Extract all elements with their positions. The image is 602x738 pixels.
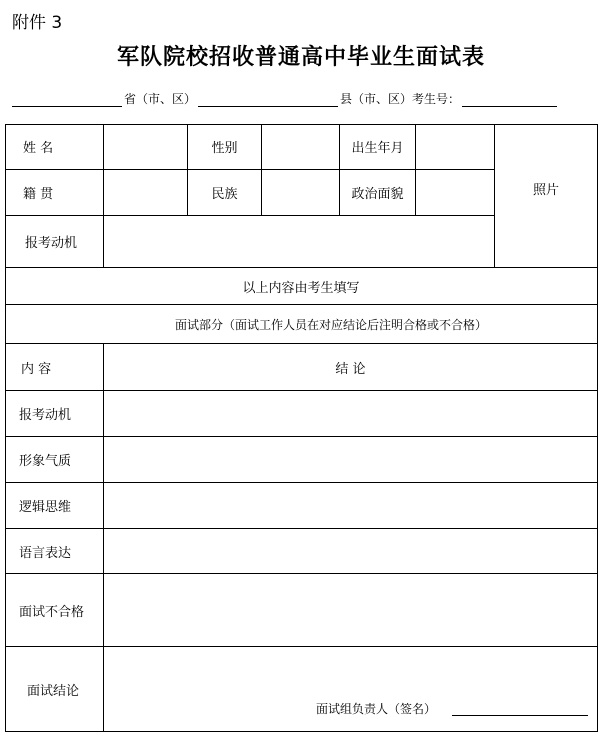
ethnicity-label: 民族 [211, 187, 238, 202]
political-label: 政治面貌 [351, 187, 404, 202]
item-expression: 语言表达 [19, 545, 72, 561]
interview-section-title: 面试部分（面试工作人员在对应结论后注明合格或不合格） [174, 317, 487, 332]
gender-label: 性别 [211, 141, 238, 156]
origin-label: 籍 贯 [23, 187, 54, 202]
item-appearance: 形象气质 [19, 454, 72, 469]
ethnicity-field[interactable] [262, 170, 339, 215]
result-field[interactable] [104, 647, 597, 731]
content-header: 内 容 [21, 361, 52, 377]
motivation-field[interactable] [104, 216, 494, 267]
county-label: 县（市、区）考生号： [340, 92, 461, 106]
conclusion-field[interactable] [104, 529, 597, 573]
signature-label: 面试组负责人（签名） [316, 702, 437, 716]
photo-label: 照片 [532, 182, 559, 198]
name-field[interactable] [104, 124, 187, 169]
conclusion-field[interactable] [104, 574, 597, 646]
item-failed: 面试不合格 [19, 604, 85, 620]
political-field[interactable] [416, 170, 494, 215]
conclusion-field[interactable] [104, 437, 597, 482]
birth-field[interactable] [416, 124, 494, 169]
motivation-label: 报考动机 [25, 236, 78, 251]
origin-field[interactable] [104, 170, 187, 215]
gender-field[interactable] [262, 124, 339, 169]
form-title: 军队院校招收普通高中毕业生面试表 [116, 44, 485, 70]
photo-box[interactable] [495, 124, 597, 252]
applicant-note: 以上内容由考生填写 [242, 280, 360, 296]
name-label: 姓 名 [23, 141, 54, 156]
attachment-label: 附件 3 [12, 13, 63, 33]
conclusion-field[interactable] [104, 391, 597, 436]
item-motivation: 报考动机 [19, 408, 72, 423]
province-label: 省（市、区） [124, 92, 197, 106]
conclusion-field[interactable] [104, 483, 597, 528]
item-logic: 逻辑思维 [19, 500, 72, 515]
birth-label: 出生年月 [351, 141, 404, 156]
conclusion-header: 结 论 [335, 361, 366, 377]
signature-line[interactable] [452, 715, 588, 716]
item-result: 面试结论 [27, 683, 80, 699]
